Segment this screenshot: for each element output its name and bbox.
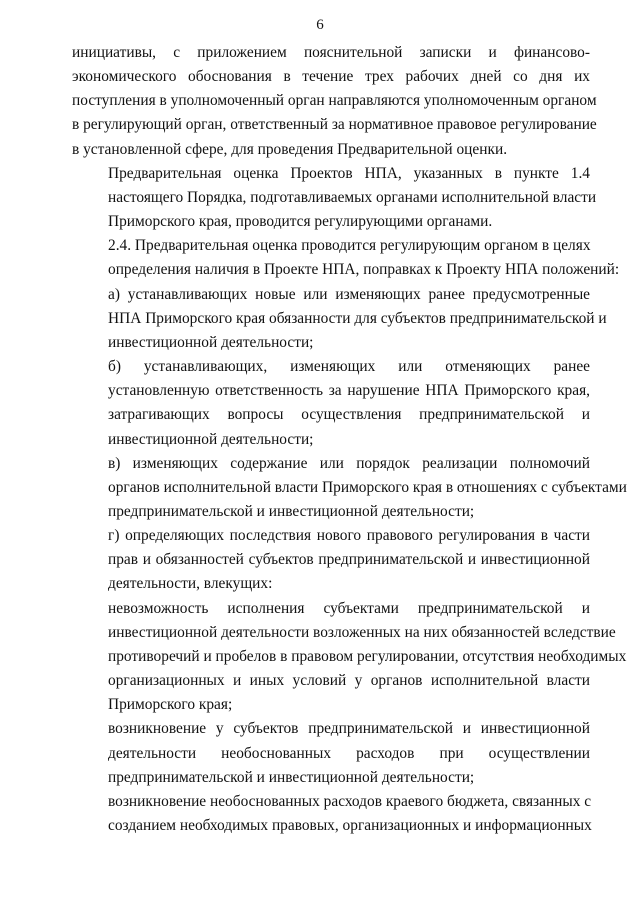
- text-line: деятельности необоснованных расходов при осуществлении: [108, 744, 590, 762]
- text-line: возникновение у субъектов предпринимательской и инвестиционной: [108, 720, 590, 738]
- text-line: экономического обоснования в течение трех рабочих дней со дня их: [72, 68, 590, 86]
- paragraph: [72, 717, 590, 789]
- text-line: б) устанавливающих, изменяющих или отменяющих ранее: [108, 358, 590, 376]
- text-line: Приморского края, проводится регулирующими органами.: [108, 213, 493, 231]
- text-line: настоящего Порядка, подготавливаемых органами исполнительной власти: [108, 188, 597, 206]
- paragraph: [72, 355, 590, 452]
- text-line: в установленной сфере, для проведения Предварительной оценки.: [72, 140, 508, 158]
- text-line: НПА Приморского края обязанности для субъектов предпринимательской и: [108, 309, 607, 327]
- page-number: 6: [316, 17, 324, 33]
- text-line: в) изменяющих содержание или порядок реализации полномочий: [108, 454, 590, 472]
- text-line: невозможность исполнения субъектами предпринимательской и: [108, 599, 590, 617]
- text-line: предпринимательской и инвестиционной деятельности;: [108, 502, 475, 520]
- paragraph: [72, 234, 620, 282]
- text-line: противоречий и пробелов в правовом регулировании, отсутствия необходимых: [108, 647, 627, 665]
- paragraph: [72, 790, 590, 838]
- text-line: в регулирующий орган, ответственный за нормативное правовое регулирование: [72, 116, 597, 134]
- text-line: 2.4. Предварительная оценка проводится регулирующим органом в целях: [108, 237, 591, 255]
- text-line: определения наличия в Проекте НПА, поправках к Проекту НПА положений:: [108, 261, 620, 279]
- text-line: поступления в уполномоченный орган направляются уполномоченным органом: [72, 92, 597, 110]
- text-line: инвестиционной деятельности;: [108, 430, 314, 448]
- paragraph: [72, 597, 627, 718]
- document-body: [72, 41, 627, 838]
- text-line: инициативы, с приложением пояснительной записки и финансово-: [72, 44, 590, 61]
- text-line: а) устанавливающих новые или изменяющих ранее предусмотренные: [108, 285, 590, 303]
- text-line: предпринимательской и инвестиционной деятельности;: [108, 768, 475, 786]
- text-line: созданием необходимых правовых, организационных и информационных: [108, 817, 592, 834]
- text-line: г) определяющих последствия нового правового регулирования в части: [108, 527, 590, 545]
- text-line: прав и обязанностей субъектов предпринимательской и инвестиционной: [108, 551, 590, 569]
- paragraph: [72, 283, 607, 355]
- paragraph: [72, 41, 597, 162]
- paragraph: [72, 162, 597, 234]
- text-line: деятельности, влекущих:: [108, 575, 273, 593]
- text-line: Приморского края;: [108, 696, 233, 714]
- text-line: инвестиционной деятельности;: [108, 333, 314, 351]
- text-line: организационных и иных условий у органов исполнительной власти: [108, 672, 590, 690]
- text-line: инвестиционной деятельности возложенных на них обязанностей вследствие: [108, 623, 616, 641]
- paragraph: [72, 452, 627, 524]
- text-line: возникновение необоснованных расходов краевого бюджета, связанных с: [108, 792, 592, 810]
- text-line: затрагивающих вопросы осуществления предпринимательской и: [108, 406, 590, 424]
- text-line: установленную ответственность за нарушение НПА Приморского края,: [108, 382, 590, 400]
- text-line: органов исполнительной власти Приморского края в отношениях с субъектами: [108, 478, 627, 496]
- paragraph: [72, 524, 590, 596]
- text-line: Предварительная оценка Проектов НПА, указанных в пункте 1.4: [108, 164, 590, 182]
